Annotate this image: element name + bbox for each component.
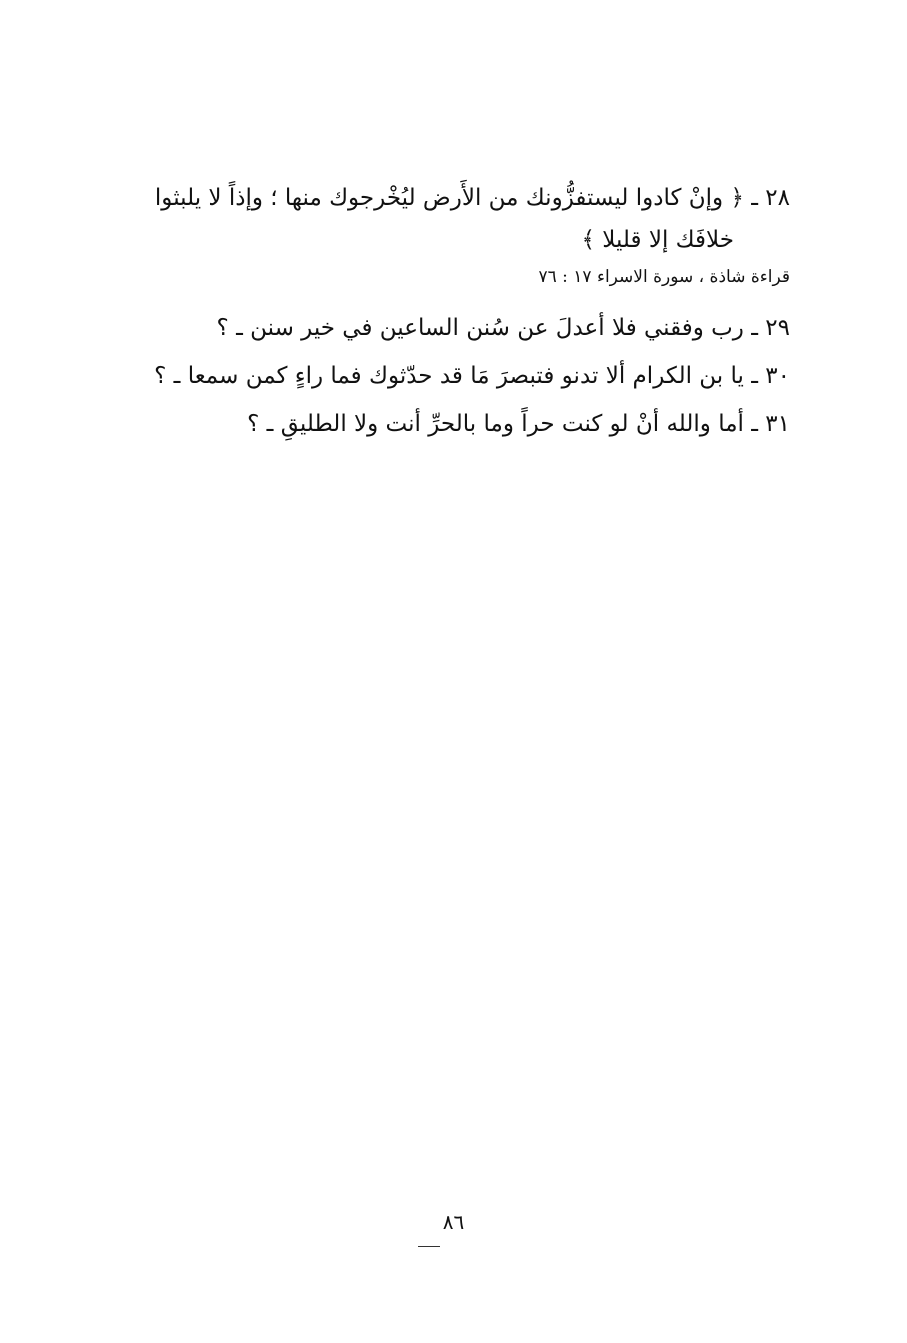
entry-29: ٢٩ ـ رب وفقني فلا أعدلَ عن سُنن الساعين في خير سنن ـ ؟ — [216, 315, 790, 341]
text-block — [110, 180, 790, 454]
entry-28-line-2: خلافَك إلا قليلا ﴾ — [581, 227, 734, 253]
entry-28-line-1: ٢٨ ـ ﴿ وإنْ كادوا ليستفزُّونك من الأَرض ليُخْرجوك منها ؛ وإذاً لا يلبثوا — [154, 185, 790, 211]
page-number: ٨٦ — [442, 1210, 465, 1234]
page-number-underline — [418, 1246, 440, 1247]
entry-28-source: قراءة شاذة ، سورة الاسراء ١٧ : ٧٦ — [538, 267, 790, 287]
entry-30: ٣٠ ـ يا بن الكرام ألا تدنو فتبصرَ مَا قد حدّثوك فما راءٍ كمن سمعا ـ ؟ — [154, 363, 790, 389]
entry-31: ٣١ ـ أما والله أنْ لو كنت حراً وما بالحرِّ أنت ولا الطليقِ ـ ؟ — [247, 411, 790, 437]
